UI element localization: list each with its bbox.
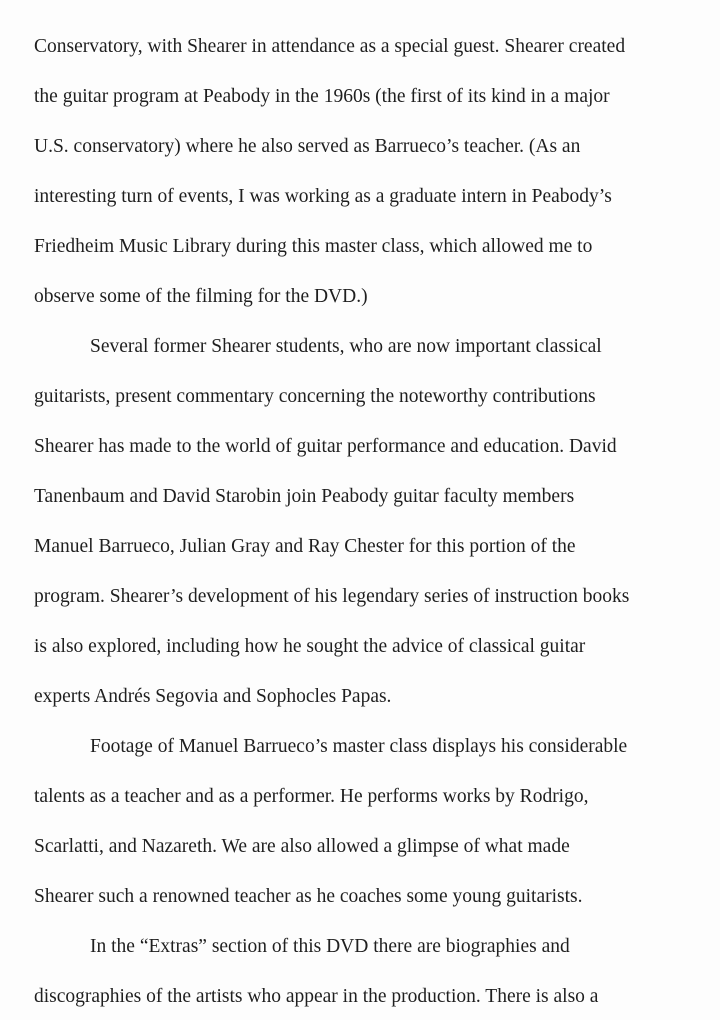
text-line: Tanenbaum and David Starobin join Peabody guitar faculty members — [34, 486, 575, 507]
paragraph-first-line: Footage of Manuel Barrueco’s master class displays his considerable — [90, 736, 628, 757]
text-line: discographies of the artists who appear in the production. There is also a — [34, 986, 599, 1007]
text-line: Conservatory, with Shearer in attendance as a special guest. Shearer created — [34, 36, 626, 57]
text-line: Shearer has made to the world of guitar performance and education. David — [34, 436, 617, 457]
text-line: is also explored, including how he sought the advice of classical guitar — [34, 636, 586, 657]
text-line: the guitar program at Peabody in the 1960s (the first of its kind in a major — [34, 86, 610, 107]
text-line: Shearer such a renowned teacher as he coaches some young guitarists. — [34, 886, 583, 907]
text-line: program. Shearer’s development of his legendary series of instruction books — [34, 586, 630, 607]
text-line: observe some of the filming for the DVD.) — [34, 286, 368, 307]
text-line: Friedheim Music Library during this master class, which allowed me to — [34, 236, 593, 257]
text-line: guitarists, present commentary concerning the noteworthy contributions — [34, 386, 596, 407]
text-line: experts Andrés Segovia and Sophocles Papas. — [34, 686, 392, 707]
paragraph-first-line: Several former Shearer students, who are now important classical — [90, 336, 602, 357]
text-line: interesting turn of events, I was working as a graduate intern in Peabody’s — [34, 186, 612, 207]
paragraph-first-line: In the “Extras” section of this DVD there are biographies and — [90, 936, 570, 957]
body-text — [34, 22, 704, 1020]
text-line: talents as a teacher and as a performer. He performs works by Rodrigo, — [34, 786, 589, 807]
text-line: Scarlatti, and Nazareth. We are also allowed a glimpse of what made — [34, 836, 570, 857]
text-line: U.S. conservatory) where he also served as Barrueco’s teacher. (As an — [34, 136, 581, 157]
text-line: Manuel Barrueco, Julian Gray and Ray Chester for this portion of the — [34, 536, 576, 557]
